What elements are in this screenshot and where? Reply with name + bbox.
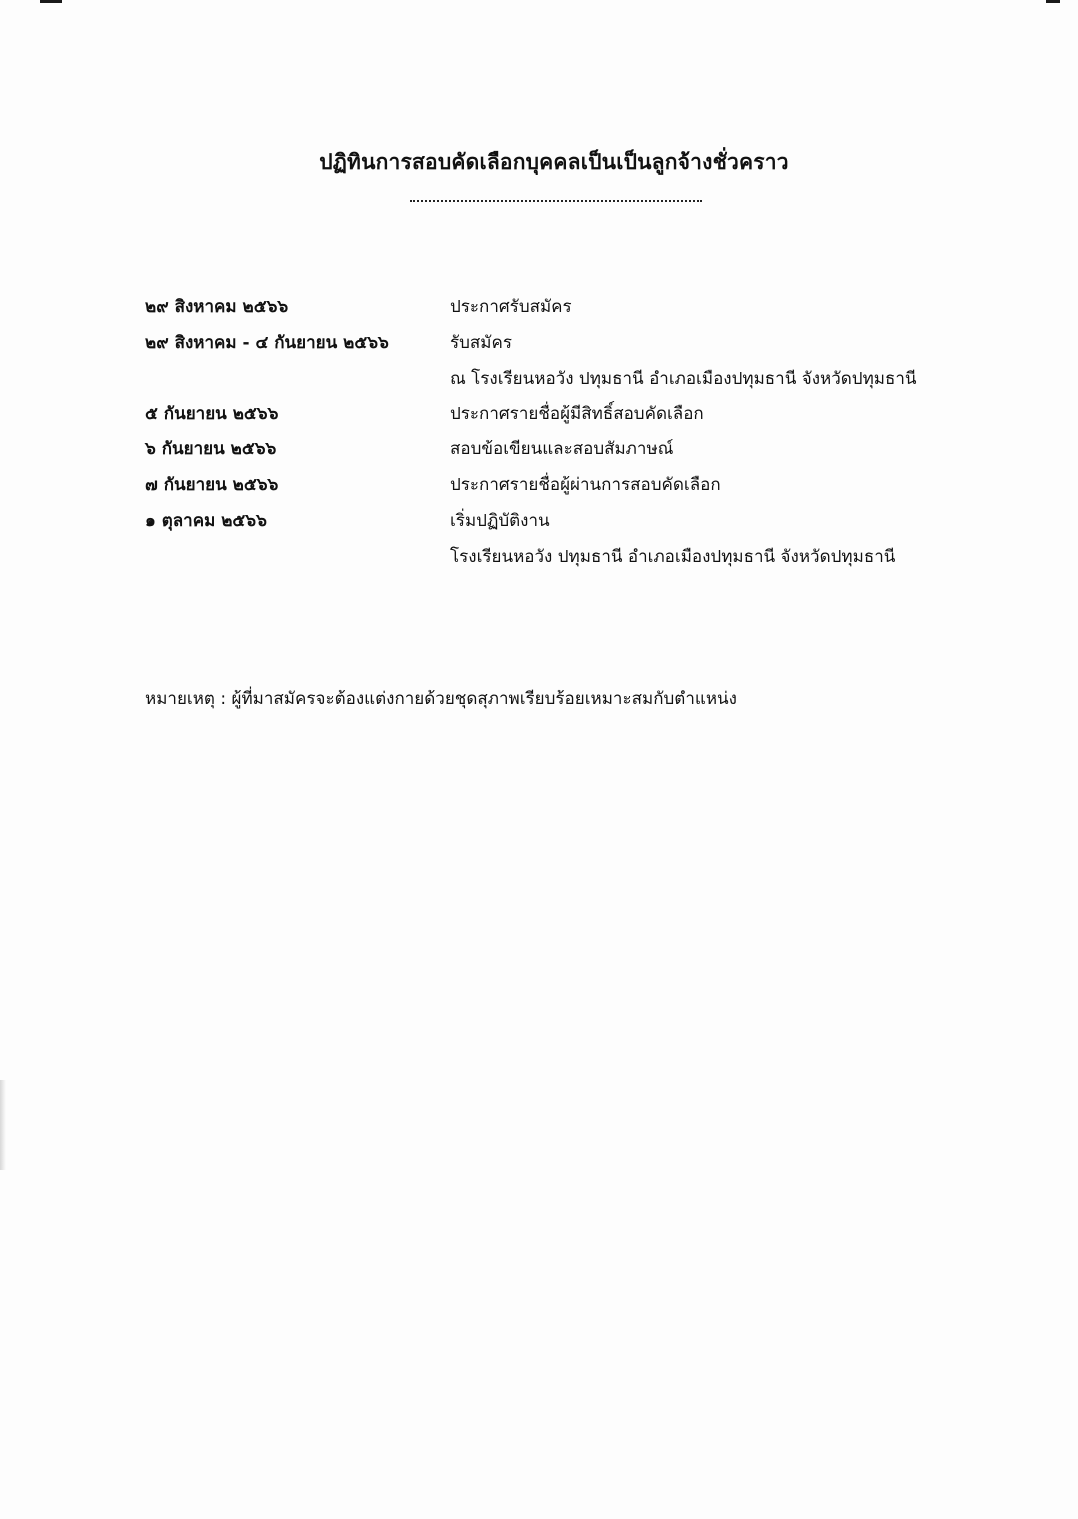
schedule-row	[0, 435, 1078, 465]
schedule-date: ๒๙ สิงหาคม ๒๕๖๖	[145, 297, 289, 317]
schedule-date: ๗ กันยายน ๒๕๖๖	[145, 475, 279, 495]
schedule-event: เริ่มปฏิบัติงาน	[450, 511, 550, 531]
schedule-event: สอบข้อเขียนและสอบสัมภาษณ์	[450, 439, 674, 459]
schedule-event-location: ณ โรงเรียนหอวัง ปทุมธานี อำเภอเมืองปทุมธานี จังหวัดปทุมธานี	[450, 369, 917, 389]
schedule-date: ๒๙ สิงหาคม - ๔ กันยายน ๒๕๖๖	[145, 333, 389, 353]
schedule-row	[0, 507, 1078, 537]
remark-note: หมายเหตุ : ผู้ที่มาสมัครจะต้องแต่งกายด้วยชุดสุภาพเรียบร้อยเหมาะสมกับตำแหน่ง	[145, 689, 737, 709]
schedule-event: ประกาศรับสมัคร	[450, 297, 572, 317]
schedule-row	[0, 400, 1078, 430]
schedule-event: รับสมัคร	[450, 333, 513, 353]
schedule-event-location: โรงเรียนหอวัง ปทุมธานี อำเภอเมืองปทุมธานี จังหวัดปทุมธานี	[450, 547, 896, 567]
schedule-row-detail	[0, 365, 1078, 395]
schedule-date: ๑ ตุลาคม ๒๕๖๖	[145, 511, 267, 531]
schedule-row-detail	[0, 543, 1078, 573]
schedule-date: ๕ กันยายน ๒๕๖๖	[145, 404, 279, 424]
schedule-event: ประกาศรายชื่อผู้ผ่านการสอบคัดเลือก	[450, 475, 721, 495]
schedule-date: ๖ กันยายน ๒๕๖๖	[145, 439, 277, 459]
schedule-event: ประกาศรายชื่อผู้มีสิทธิ์สอบคัดเลือก	[450, 404, 704, 424]
scan-artifact-left-edge	[0, 1080, 6, 1170]
document-title: ปฏิทินการสอบคัดเลือกบุคคลเป็นเป็นลูกจ้างชั่วคราว	[319, 150, 789, 174]
schedule-row	[0, 471, 1078, 501]
schedule-row	[0, 329, 1078, 359]
scan-artifact-top-left	[40, 0, 62, 3]
title-dotted-underline	[410, 200, 702, 202]
scan-artifact-top-right	[1046, 0, 1060, 3]
schedule-row	[0, 293, 1078, 323]
